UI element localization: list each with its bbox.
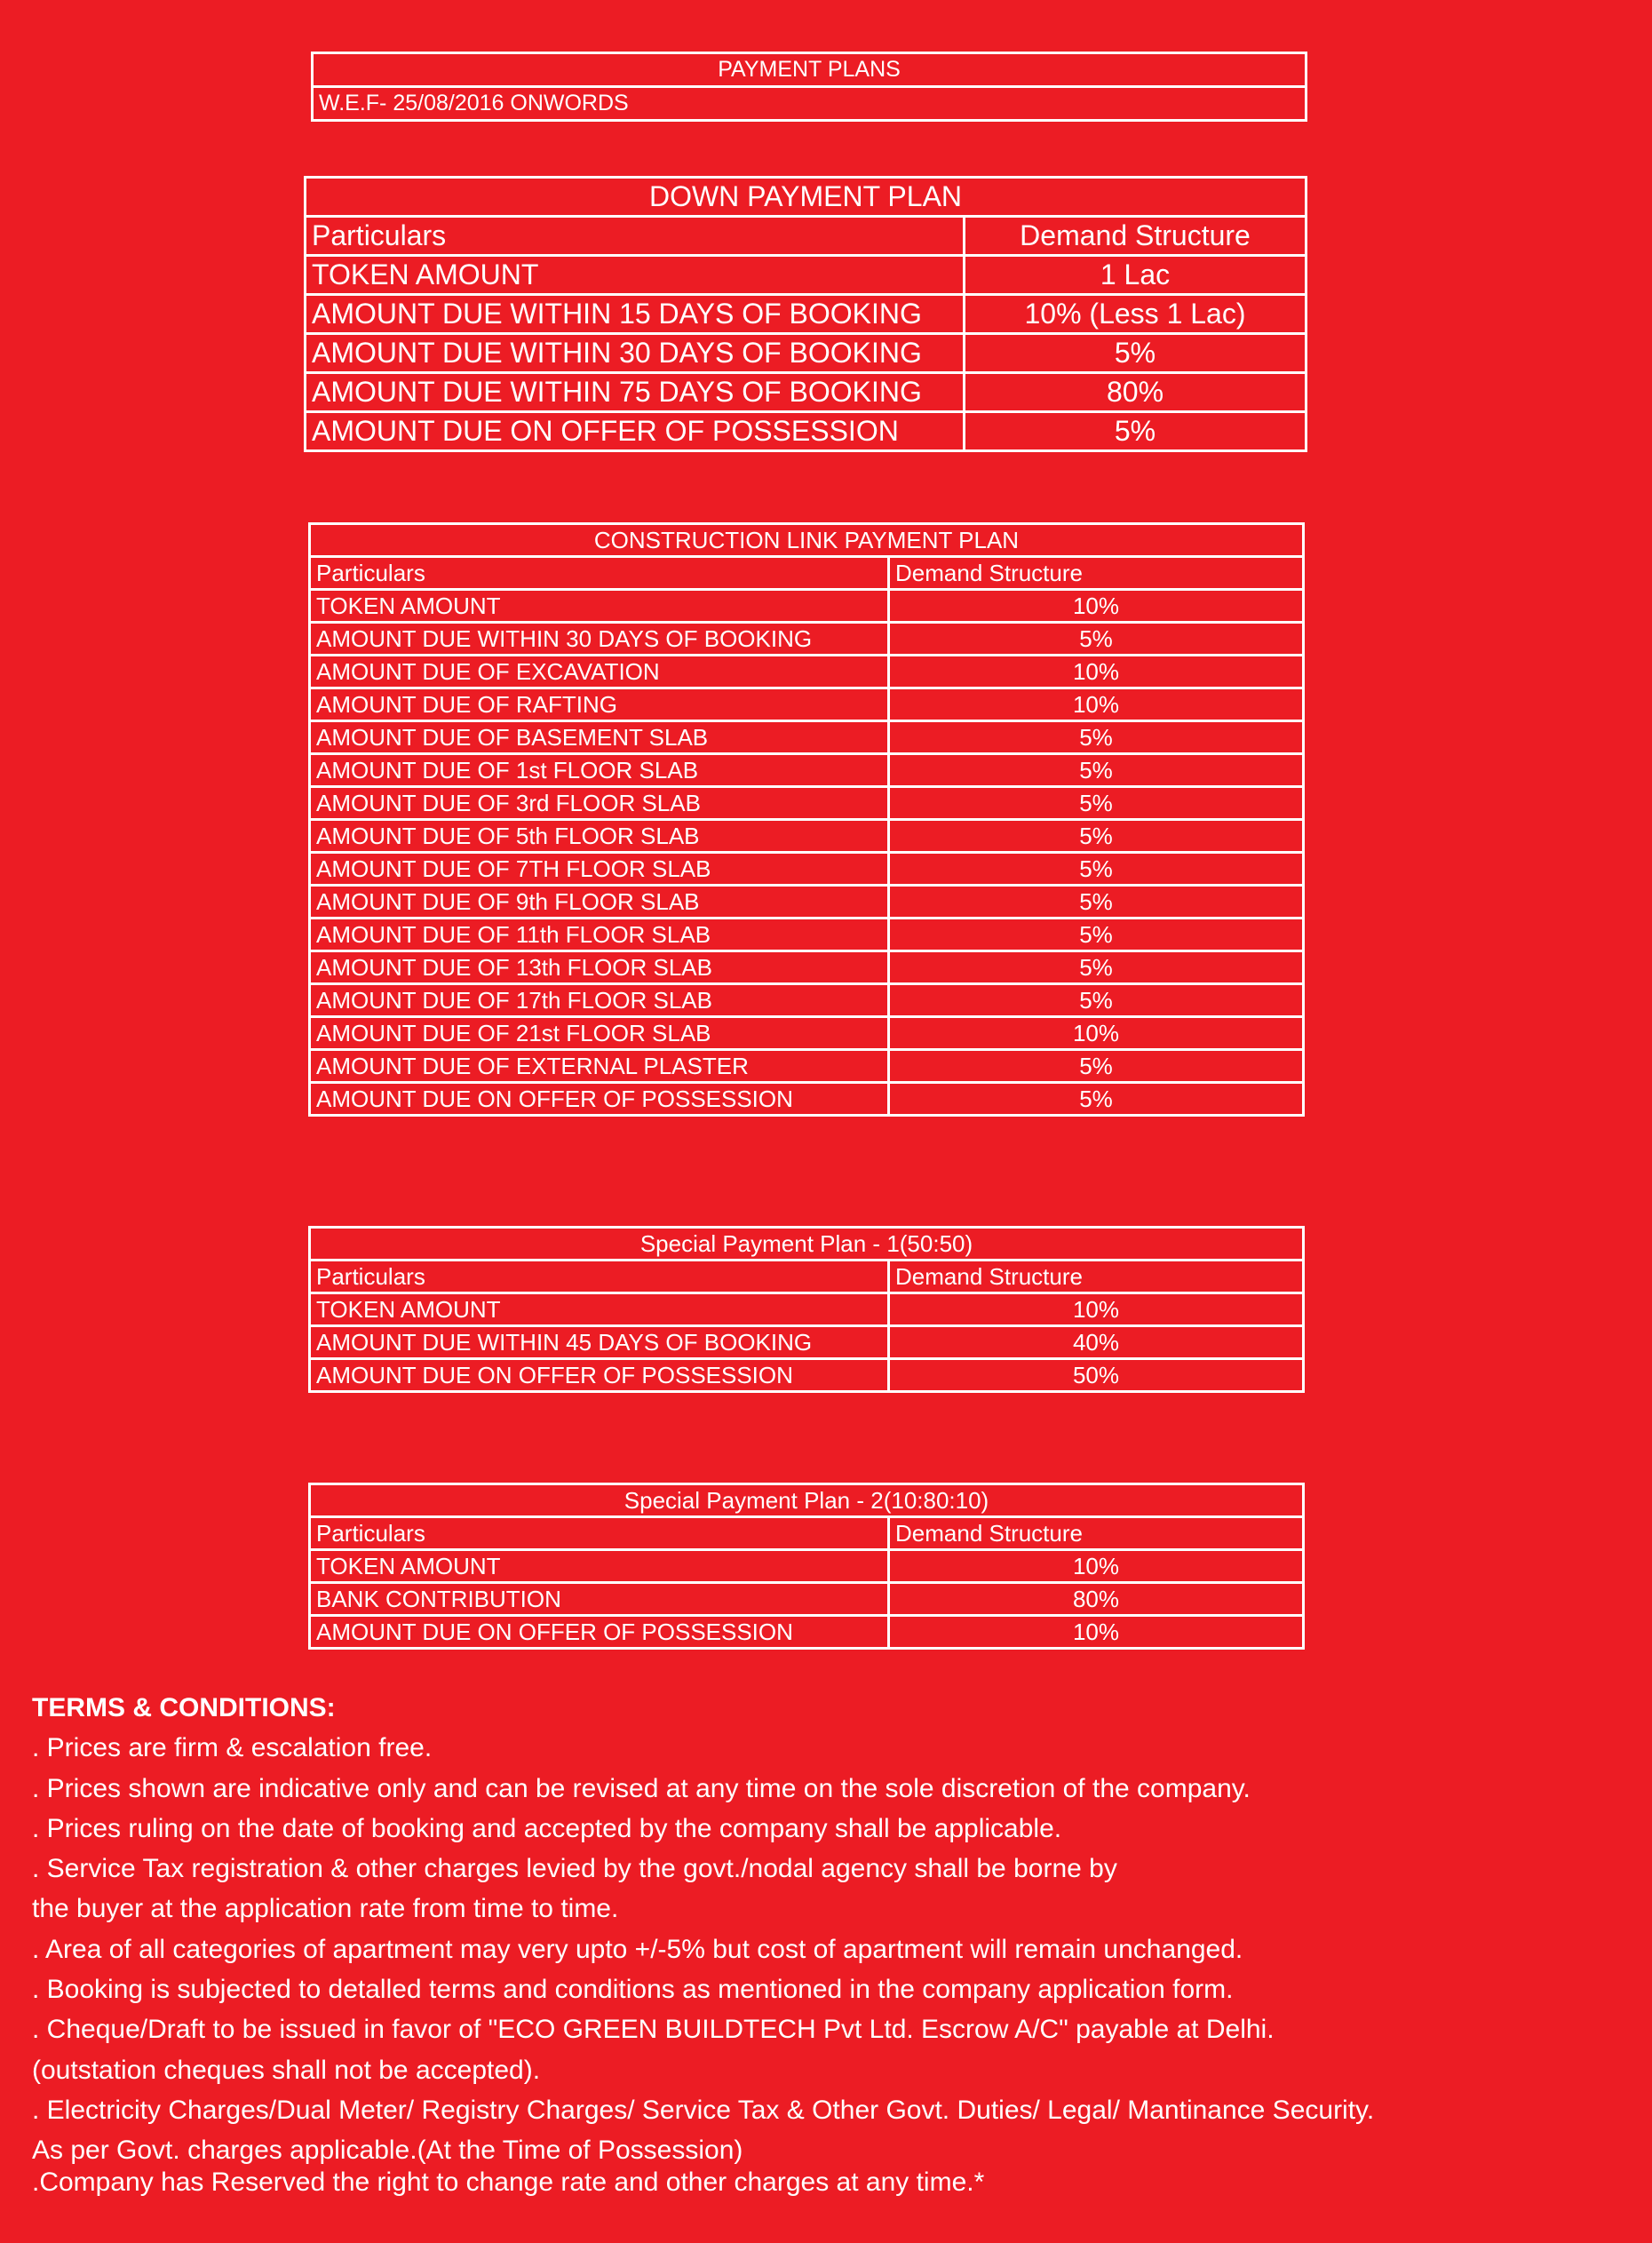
table-row [310, 623, 1304, 656]
particulars-cell: AMOUNT DUE WITHIN 15 DAYS OF BOOKING [306, 295, 965, 334]
table-row [310, 853, 1304, 886]
particulars-cell: AMOUNT DUE OF 11th FLOOR SLAB [310, 919, 889, 951]
terms-line: (outstation cheques shall not be accepted). [32, 2055, 541, 2085]
column-header-demand: Demand Structure [889, 1261, 1304, 1293]
demand-cell: 5% [889, 721, 1304, 754]
terms-line: . Area of all categories of apartment may very upto +/-5% but cost of apartment will remain unchanged. [32, 1934, 1243, 1964]
demand-cell: 5% [889, 919, 1304, 951]
particulars-cell: AMOUNT DUE WITHIN 75 DAYS OF BOOKING [306, 373, 965, 412]
particulars-cell: AMOUNT DUE WITHIN 45 DAYS OF BOOKING [310, 1326, 889, 1359]
table-row [310, 1083, 1304, 1116]
particulars-cell: AMOUNT DUE OF 9th FLOOR SLAB [310, 886, 889, 919]
demand-cell: 10% [889, 1017, 1304, 1050]
particulars-cell: AMOUNT DUE OF 7TH FLOOR SLAB [310, 853, 889, 886]
terms-line: the buyer at the application rate from time to time. [32, 1894, 619, 1924]
table-row [310, 787, 1304, 820]
particulars-cell: AMOUNT DUE ON OFFER OF POSSESSION [306, 412, 965, 451]
particulars-cell: AMOUNT DUE OF EXCAVATION [310, 656, 889, 688]
table-row [306, 334, 1307, 373]
demand-cell: 10% [889, 688, 1304, 721]
table-title: DOWN PAYMENT PLAN [306, 178, 1307, 217]
column-header-particulars: Particulars [310, 557, 889, 590]
demand-cell: 5% [889, 754, 1304, 787]
table-row [306, 373, 1307, 412]
demand-cell: 5% [889, 951, 1304, 984]
terms-list [32, 1728, 1631, 2170]
table-row [306, 412, 1307, 451]
particulars-cell: AMOUNT DUE OF 3rd FLOOR SLAB [310, 787, 889, 820]
column-header-particulars: Particulars [310, 1517, 889, 1550]
demand-cell: 10% [889, 656, 1304, 688]
demand-cell: 40% [889, 1326, 1304, 1359]
demand-cell: 80% [889, 1583, 1304, 1616]
demand-cell: 10% (Less 1 Lac) [965, 295, 1307, 334]
payment-plans-header [311, 52, 1307, 122]
table-row [310, 1050, 1304, 1083]
column-header-demand: Demand Structure [965, 217, 1307, 256]
particulars-cell: AMOUNT DUE WITHIN 30 DAYS OF BOOKING [306, 334, 965, 373]
particulars-cell: AMOUNT DUE ON OFFER OF POSSESSION [310, 1616, 889, 1649]
special-payment-plan-1-table [308, 1226, 1305, 1393]
terms-last-line: .Company has Reserved the right to change rate and other charges at any time.* [32, 2167, 985, 2197]
particulars-cell: AMOUNT DUE ON OFFER OF POSSESSION [310, 1359, 889, 1392]
demand-cell: 10% [889, 1616, 1304, 1649]
demand-cell: 5% [889, 1050, 1304, 1083]
particulars-cell: AMOUNT DUE OF 13th FLOOR SLAB [310, 951, 889, 984]
table-row [310, 984, 1304, 1017]
particulars-cell: AMOUNT DUE OF 21st FLOOR SLAB [310, 1017, 889, 1050]
demand-cell: 50% [889, 1359, 1304, 1392]
particulars-cell: AMOUNT DUE ON OFFER OF POSSESSION [310, 1083, 889, 1116]
demand-cell: 5% [965, 334, 1307, 373]
terms-line: . Booking is subjected to detalled terms and conditions as mentioned in the company application form. [32, 1975, 1234, 2005]
table-row [310, 754, 1304, 787]
table-row [310, 688, 1304, 721]
down-payment-plan-table [304, 176, 1307, 452]
table-title: CONSTRUCTION LINK PAYMENT PLAN [310, 524, 1304, 557]
demand-cell: 10% [889, 590, 1304, 623]
terms-and-conditions [32, 1688, 1631, 2202]
table-title: Special Payment Plan - 1(50:50) [310, 1228, 1304, 1261]
table-row [310, 1550, 1304, 1583]
table-row [310, 1293, 1304, 1326]
particulars-cell: AMOUNT DUE OF RAFTING [310, 688, 889, 721]
column-header-demand: Demand Structure [889, 557, 1304, 590]
demand-cell: 5% [889, 853, 1304, 886]
demand-cell: 80% [965, 373, 1307, 412]
particulars-cell: BANK CONTRIBUTION [310, 1583, 889, 1616]
particulars-cell: AMOUNT DUE OF 17th FLOOR SLAB [310, 984, 889, 1017]
particulars-cell: AMOUNT DUE OF 5th FLOOR SLAB [310, 820, 889, 853]
table-title: Special Payment Plan - 2(10:80:10) [310, 1484, 1304, 1517]
particulars-cell: AMOUNT DUE OF EXTERNAL PLASTER [310, 1050, 889, 1083]
construction-link-plan-table [308, 522, 1305, 1117]
table-row [310, 1583, 1304, 1616]
terms-line: . Prices are firm & escalation free. [32, 1733, 433, 1763]
demand-cell: 5% [889, 984, 1304, 1017]
terms-heading: TERMS & CONDITIONS: [32, 1693, 336, 1722]
table-row [310, 1616, 1304, 1649]
demand-cell: 5% [889, 1083, 1304, 1116]
column-header-particulars: Particulars [310, 1261, 889, 1293]
special-payment-plan-2-table [308, 1483, 1305, 1650]
demand-cell: 10% [889, 1550, 1304, 1583]
particulars-cell: TOKEN AMOUNT [310, 590, 889, 623]
particulars-cell: AMOUNT DUE OF BASEMENT SLAB [310, 721, 889, 754]
particulars-cell: AMOUNT DUE WITHIN 30 DAYS OF BOOKING [310, 623, 889, 656]
demand-cell: 10% [889, 1293, 1304, 1326]
table-row [310, 919, 1304, 951]
table-row [306, 295, 1307, 334]
payment-plans-title: PAYMENT PLANS [313, 53, 1307, 87]
table-row [310, 951, 1304, 984]
column-header-demand: Demand Structure [889, 1517, 1304, 1550]
terms-line: . Service Tax registration & other charges levied by the govt./nodal agency shall be borne by [32, 1854, 1117, 1884]
particulars-cell: AMOUNT DUE OF 1st FLOOR SLAB [310, 754, 889, 787]
table-row [306, 256, 1307, 295]
particulars-cell: TOKEN AMOUNT [306, 256, 965, 295]
demand-cell: 1 Lac [965, 256, 1307, 295]
demand-cell: 5% [889, 623, 1304, 656]
table-row [310, 886, 1304, 919]
demand-cell: 5% [889, 886, 1304, 919]
table-row [310, 721, 1304, 754]
column-header-particulars: Particulars [306, 217, 965, 256]
particulars-cell: TOKEN AMOUNT [310, 1293, 889, 1326]
terms-line: . Cheque/Draft to be issued in favor of "ECO GREEN BUILDTECH Pvt Ltd. Escrow A/C" payable at Delhi. [32, 2015, 1275, 2045]
table-row [310, 1326, 1304, 1359]
wef-date: W.E.F- 25/08/2016 ONWORDS [313, 87, 1307, 121]
particulars-cell: TOKEN AMOUNT [310, 1550, 889, 1583]
table-row [310, 1017, 1304, 1050]
table-row [310, 1359, 1304, 1392]
demand-cell: 5% [965, 412, 1307, 451]
table-row [310, 656, 1304, 688]
table-row [310, 590, 1304, 623]
terms-line: . Electricity Charges/Dual Meter/ Registry Charges/ Service Tax & Other Govt. Duties/ Legal/ Mantinance Security. [32, 2095, 1375, 2125]
terms-line: As per Govt. charges applicable.(At the Time of Possession) [32, 2136, 743, 2166]
demand-cell: 5% [889, 787, 1304, 820]
demand-cell: 5% [889, 820, 1304, 853]
table-row [310, 820, 1304, 853]
terms-line: . Prices ruling on the date of booking and accepted by the company shall be applicable. [32, 1813, 1062, 1843]
terms-line: . Prices shown are indicative only and can be revised at any time on the sole discretion of the company. [32, 1773, 1251, 1803]
